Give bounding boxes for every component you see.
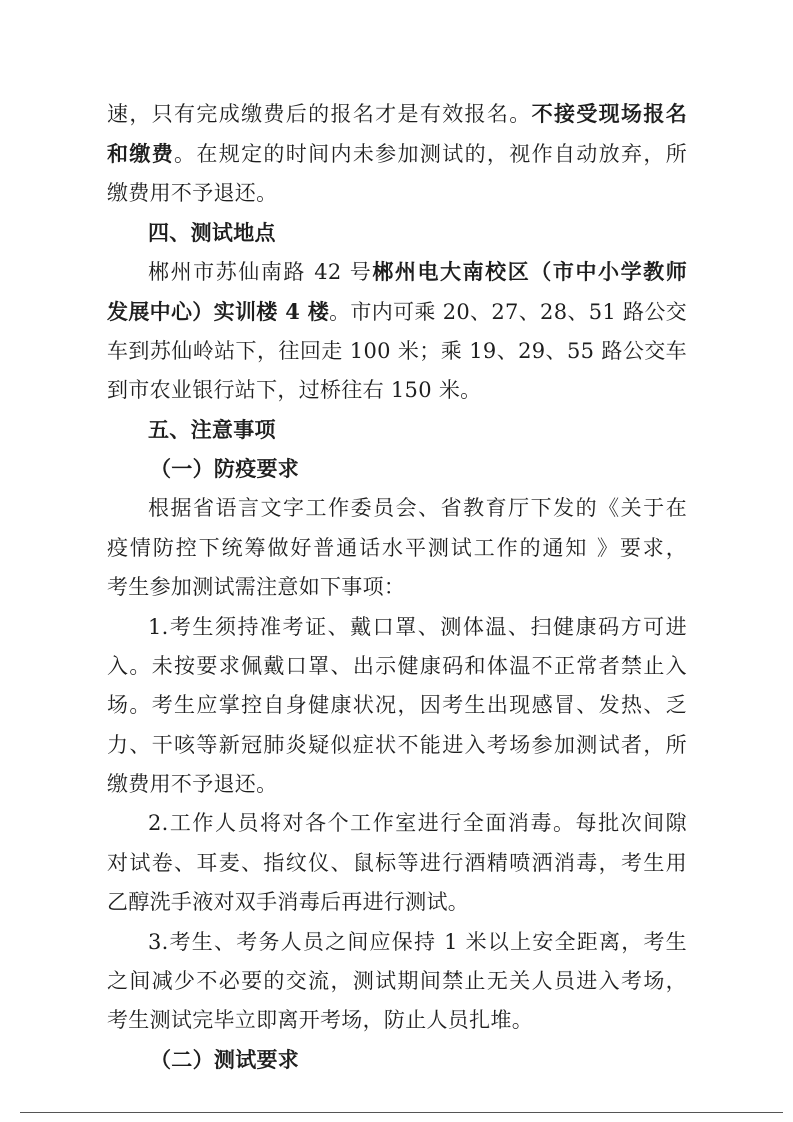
subsection-test-requirements-heading: （二）测试要求 bbox=[150, 1047, 300, 1072]
intro-line-2: 疫情防控下统筹做好普通话水平测试工作的通知 》要求， bbox=[107, 536, 687, 560]
item-2-line-1: 2.工作人员将对各个工作室进行全面消毒。每批次间隙 bbox=[148, 811, 687, 835]
location-building: 发展中心）实训楼 4 楼 bbox=[107, 299, 330, 324]
item-1-line-4: 力、干咳等新冠肺炎疑似症状不能进入考场参加测试者，所 bbox=[107, 733, 687, 757]
fee-paragraph-line-1 bbox=[107, 97, 687, 131]
intro-line-1: 根据省语言文字工作委员会、省教育厅下发的《关于在 bbox=[148, 496, 687, 520]
location-line-4: 到市农业银行站下，过桥往右 150 米。 bbox=[107, 378, 482, 402]
location-line-2 bbox=[107, 295, 687, 329]
section-5-heading: 五、注意事项 bbox=[148, 417, 276, 442]
location-line-3: 车到苏仙岭站下，往回走 100 米；乘 19、29、55 路公交车 bbox=[107, 339, 687, 363]
item-3-line-3: 考生测试完毕立即离开考场，防止人员扎堆。 bbox=[107, 1008, 533, 1032]
item-1-line-2: 入。未按要求佩戴口罩、出示健康码和体温不正常者禁止入 bbox=[107, 654, 687, 678]
fee-paragraph-line-2 bbox=[107, 137, 687, 171]
subsection-epidemic-heading: （一）防疫要求 bbox=[150, 456, 300, 481]
item-2-line-3: 乙醇洗手液对双手消毒后再进行测试。 bbox=[107, 890, 470, 914]
intro-line-3: 考生参加测试需注意如下事项： bbox=[107, 575, 406, 599]
item-3-line-1: 3.考生、考务人员之间应保持 1 米以上安全距离，考生 bbox=[148, 930, 687, 954]
item-3-line-2: 之间减少不必要的交流，测试期间禁止无关人员进入考场， bbox=[107, 969, 687, 993]
fee-bold-text: 不接受现场报名 bbox=[531, 101, 687, 126]
location-line-1 bbox=[148, 255, 687, 289]
fee-text-2: 。在规定的时间内未参加测试的，视作自动放弃，所 bbox=[174, 142, 687, 166]
item-2-line-2: 对试卷、耳麦、指纹仪、鼠标等进行酒精喷洒消毒，考生用 bbox=[107, 851, 687, 875]
item-1-line-1: 1.考生须持准考证、戴口罩、测体温、扫健康码方可进 bbox=[148, 615, 687, 639]
location-bus-routes: 。市内可乘 20、27、28、51 路公交 bbox=[329, 300, 687, 324]
fee-paragraph-line-3: 缴费用不予退还。 bbox=[107, 181, 278, 205]
fee-text: 速，只有完成缴费后的报名才是有效报名。 bbox=[107, 102, 532, 126]
location-campus: 郴州电大南校区（市中小学教师 bbox=[372, 259, 688, 284]
location-address: 郴州市苏仙南路 42 号 bbox=[148, 260, 373, 284]
bottom-rule bbox=[20, 1112, 783, 1113]
item-1-line-3: 场。考生应掌控自身健康状况，因考生出现感冒、发热、乏 bbox=[107, 693, 687, 717]
item-1-line-5: 缴费用不予退还。 bbox=[107, 772, 278, 796]
fee-bold-text-2: 和缴费 bbox=[107, 141, 175, 166]
section-4-heading: 四、测试地点 bbox=[148, 220, 276, 245]
